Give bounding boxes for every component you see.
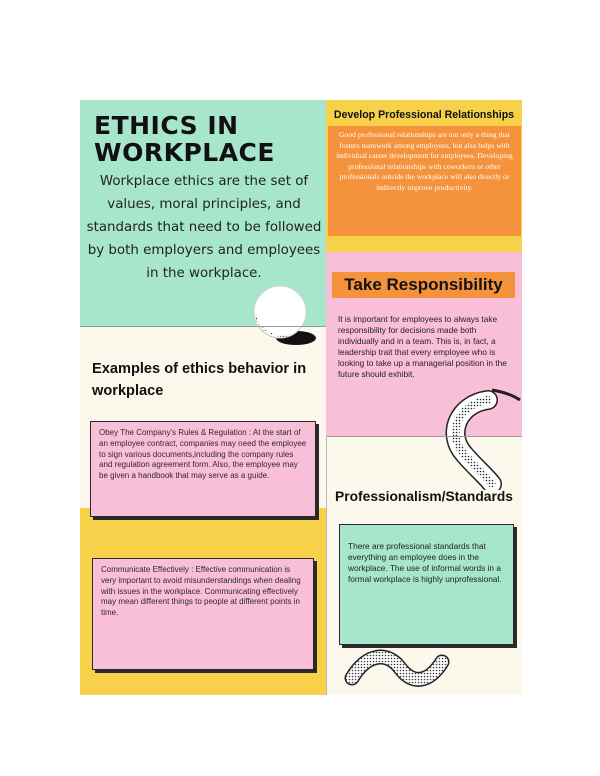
ethics-poster <box>80 100 522 695</box>
column-divider <box>326 436 327 695</box>
title-line-2: WORKPLACE <box>94 138 275 167</box>
professionalism-text: There are professional standards that everything an employee does in the workplace. The use of informal words in a formal workplace is highly unprofessional. <box>348 541 502 584</box>
professionalism-title: Professionalism/Standards <box>335 489 513 504</box>
example-card-communication <box>92 558 314 670</box>
ball-decoration-icon <box>246 278 318 350</box>
poster-title <box>94 112 319 166</box>
arch-decoration-icon <box>440 386 522 490</box>
example-card-rules <box>90 421 316 517</box>
relationships-text: Good professional relationships are not only a thing that fosters teamwork among employees, but also helps with individual career development for employees. Developing professional relationships with coworkers or other professionals outside the workplace will also directly or indirectly improve productivity. <box>336 130 513 192</box>
responsibility-title: Take Responsibility <box>332 272 515 298</box>
relationships-title: Develop Professional Relationships <box>333 109 515 121</box>
professionalism-card <box>339 524 514 645</box>
squiggle-decoration-icon <box>342 648 450 695</box>
intro-text: Workplace ethics are the set of values, moral principles, and standards that need to be followed by both employers and employees in the workplace. <box>86 174 322 281</box>
example-card-text: Obey The Company's Rules & Regulation : At the start of an employee contract, companies may need the employee to sign various documents,including the company rules and regulation agreement form. Also, the employee may be given a handbook that may serve as a guide. <box>99 428 307 481</box>
section-divider <box>326 436 522 437</box>
examples-heading: Examples of ethics behavior in workplace <box>92 361 307 399</box>
responsibility-text: It is important for employees to always take responsibility for decisions made both individually and in a team. This is, in fact, a leadership trait that every employee who is looking to take up a managerial position in the future should exhibit. <box>338 314 507 379</box>
title-line-1: ETHICS IN <box>94 111 239 140</box>
relationships-box <box>328 126 521 236</box>
example-card-text: Communicate Effectively : Effective communication is very important to avoid misunderstandings when dealing with issues in the workplace. Communicating effectively may mean different things to people at different points in time. <box>101 565 301 618</box>
